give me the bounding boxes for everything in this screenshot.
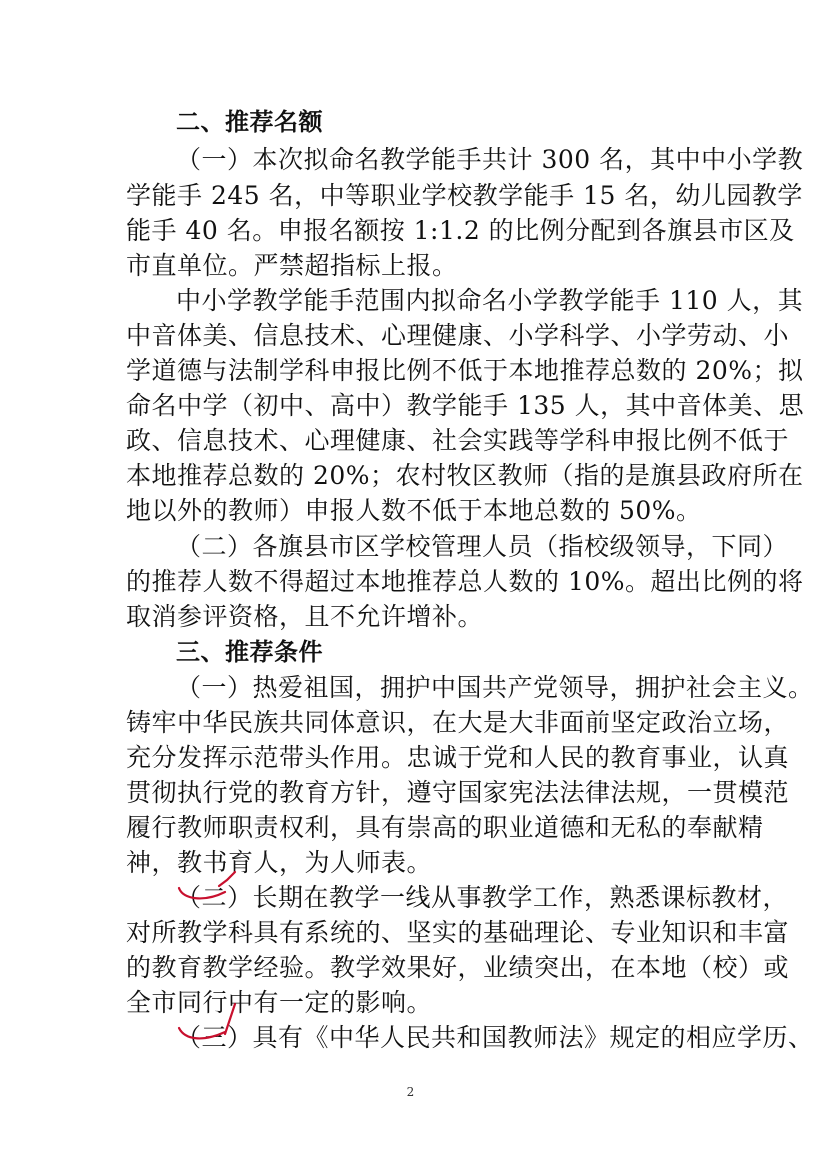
paragraph-line: 地以外的教师）申报人数不低于本地总数的 50%。 (126, 496, 702, 525)
paragraph-line: （一）本次拟命名教学能手共计 300 名，其中中小学教 (176, 145, 804, 174)
paragraph-line: 中小学教学能手范围内拟命名小学教学能手 110 人，其 (176, 286, 804, 315)
paragraph-line: （三）具有《中华人民共和国教师法》规定的相应学历、 (176, 1023, 814, 1052)
handwritten-mark-icon (175, 1000, 245, 1046)
paragraph-line: 市直单位。严禁超指标上报。 (126, 251, 458, 280)
handwritten-mark-icon (175, 868, 245, 906)
paragraph-line: （一）热爱祖国，拥护中国共产党领导，拥护社会主义。 (176, 673, 814, 702)
paragraph-line: 充分发挥示范带头作用。忠诚于党和人民的教育事业，认真 (126, 743, 790, 772)
paragraph-line: 命名中学（初中、高中）教学能手 135 人，其中音体美、思 (126, 391, 805, 420)
paragraph-line: （二）各旗县市区学校管理人员（指校级领导，下同） (176, 532, 789, 561)
paragraph-line: 本地推荐总数的 20%；农村牧区教师（指的是旗县政府所在 (126, 461, 804, 490)
paragraph-line: 政、信息技术、心理健康、社会实践等学科申报比例不低于 (126, 426, 790, 455)
paragraph-line: 神，教书育人，为人师表。 (126, 848, 433, 877)
paragraph-line: 取消参评资格，且不允许增补。 (126, 602, 484, 631)
page-number: 2 (406, 1085, 415, 1099)
paragraph-line: 能手 40 名。申报名额按 1:1.2 的比例分配到各旗县市区及 (126, 216, 795, 245)
section-heading: 二、推荐名额 (176, 108, 323, 136)
paragraph-line: 全市同行中有一定的影响。 (126, 988, 433, 1017)
paragraph-line: （二）长期在教学一线从事教学工作，熟悉课标教材， (176, 883, 789, 912)
section-heading: 三、推荐条件 (176, 638, 323, 666)
paragraph-line: 学道德与法制学科申报比例不低于本地推荐总数的 20%；拟 (126, 356, 804, 385)
paragraph-line: 对所教学科具有系统的、坚实的基础理论、专业知识和丰富 (126, 918, 790, 947)
paragraph-line: 铸牢中华民族共同体意识，在大是大非面前坚定政治立场， (126, 708, 790, 737)
paragraph-line: 中音体美、信息技术、心理健康、小学科学、小学劳动、小 (126, 321, 790, 350)
paragraph-line: 贯彻执行党的教育方针，遵守国家宪法法律法规，一贯模范 (126, 778, 790, 807)
paragraph-line: 的推荐人数不得超过本地推荐总人数的 10%。超出比例的将 (126, 567, 804, 596)
paragraph-line: 的教育教学经验。教学效果好，业绩突出，在本地（校）或 (126, 953, 790, 982)
paragraph-line: 履行教师职责权利，具有崇高的职业道德和无私的奉献精 (126, 813, 764, 842)
paragraph-line: 学能手 245 名，中等职业学校教学能手 15 名，幼儿园教学 (126, 181, 803, 210)
